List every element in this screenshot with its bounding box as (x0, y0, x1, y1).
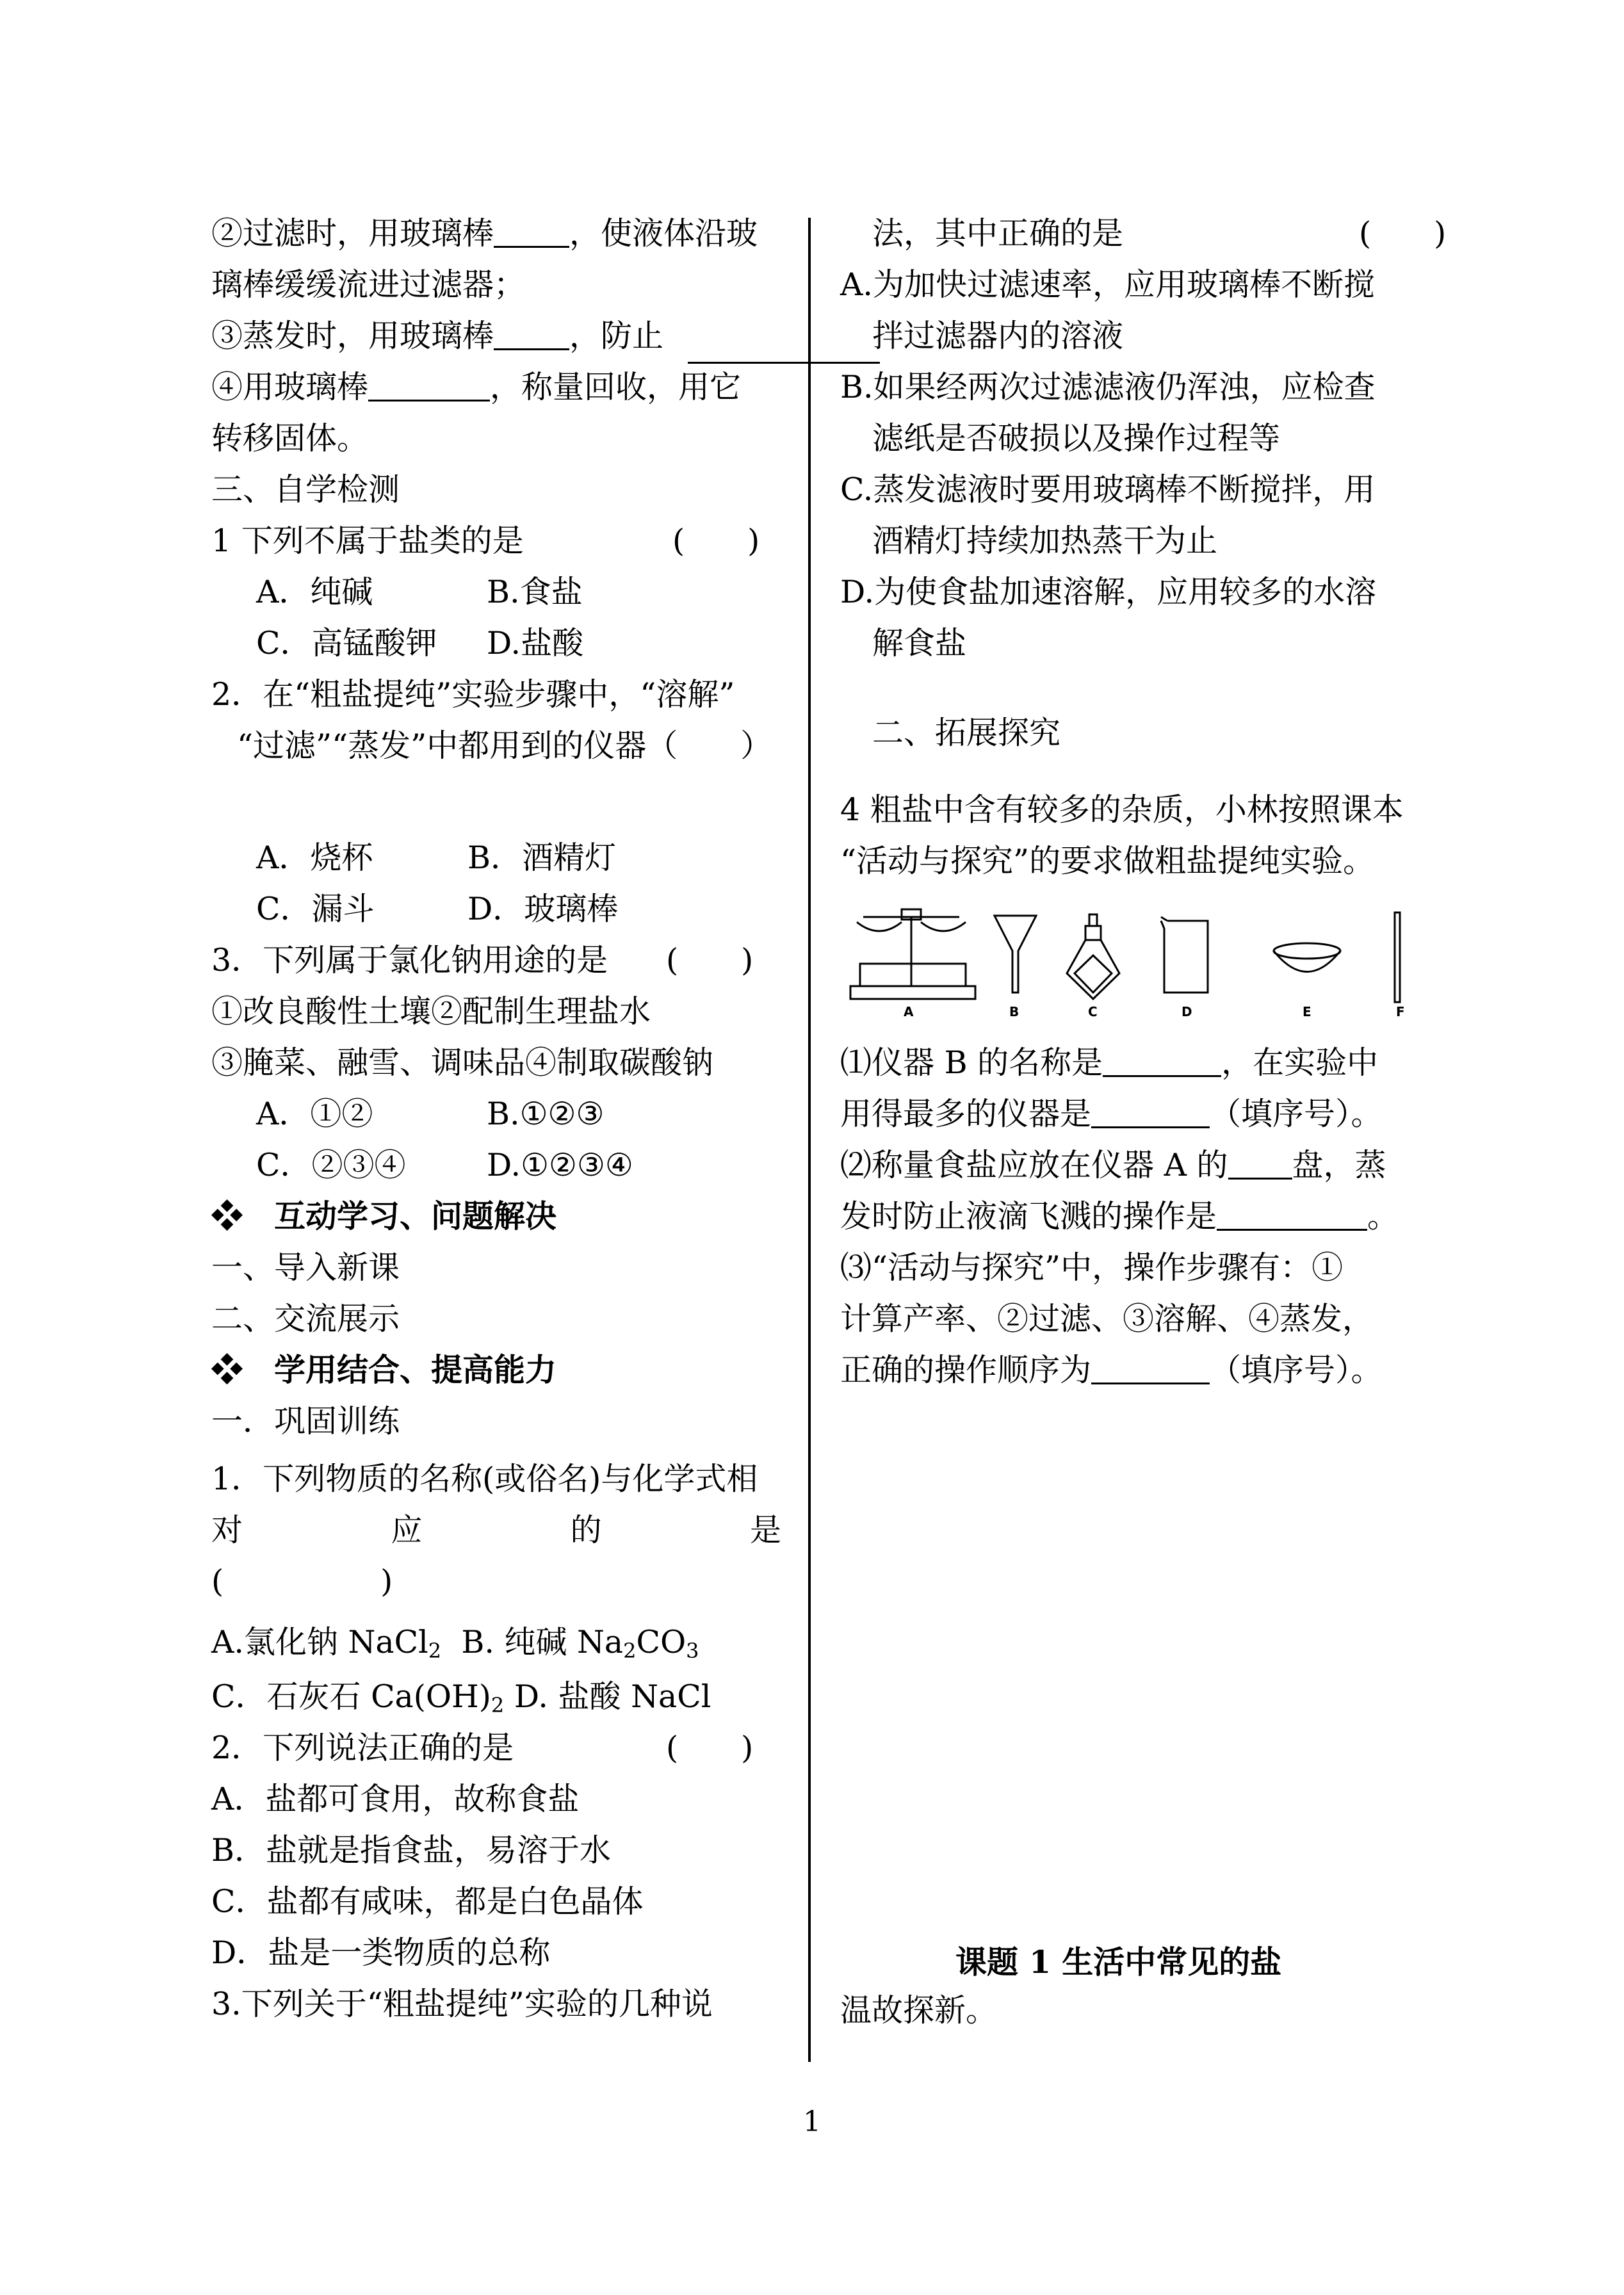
option: B.如果经两次过滤滤液仍浑浊，应检查 (840, 369, 1376, 405)
answer-line (688, 362, 880, 364)
option: A．①② (256, 1096, 373, 1132)
text-line: 温故探新。 (840, 1992, 998, 2029)
option: D．盐是一类物质的总称 (211, 1934, 551, 1971)
answer-paren: ( ) (666, 942, 754, 978)
option: A.为加快过滤速率，应用玻璃棒不断搅 (840, 266, 1375, 303)
option: B．酒精灯 (467, 839, 617, 876)
option: 酒精灯持续加热蒸干为止 (872, 523, 1218, 559)
option: A．纯碱 (256, 574, 373, 610)
evaporating-dish-icon (1274, 943, 1340, 972)
answer-blank (1217, 1201, 1367, 1231)
question: 1 下列不属于盐类的是 (211, 523, 524, 559)
figure-label-b: B (1009, 1004, 1019, 1019)
alcohol-lamp-icon (1067, 914, 1119, 999)
text-line: ②过滤时，用玻璃棒 ，使液体沿玻 (211, 215, 758, 252)
justified-line: 对 应 的 是 (211, 1512, 781, 1548)
question: 2．下列说法正确的是 (211, 1730, 514, 1766)
subquestion: 发时防止液滴飞溅的操作是 。 (840, 1198, 1399, 1235)
question: 3．下列属于氯化钠用途的是 (211, 942, 608, 978)
answer-blank (1228, 1149, 1292, 1180)
option: 拌过滤器内的溶液 (872, 318, 1124, 354)
subquestion: ⑴仪器 B 的名称是 ，在实验中 (840, 1044, 1379, 1081)
option-line: C．石灰石 $Ca(OH)_2$ D. 盐酸 NaCl (211, 1678, 711, 1717)
option: 解食盐 (872, 625, 967, 661)
option: D.①②③④ (487, 1147, 633, 1183)
question: 法，其中正确的是 (872, 215, 1124, 252)
option: D．玻璃棒 (467, 891, 619, 927)
answer-paren: ( ) (211, 1563, 393, 1600)
option: 滤纸是否破损以及操作过程等 (872, 420, 1281, 457)
subquestion: ⑵称量食盐应放在仪器 A 的 盘，蒸 (840, 1147, 1386, 1183)
figure-label-a: A (904, 1004, 914, 1019)
page-number: 1 (803, 2105, 821, 2138)
subquestion: 用得最多的仪器是 （填序号）。 (840, 1096, 1383, 1132)
section-heading: 二、交流展示 (211, 1301, 400, 1337)
option: A．烧杯 (256, 839, 373, 876)
question: 2．在“粗盐提纯”实验步骤中，“溶解” (211, 676, 735, 713)
lesson-title: 课题 1 生活中常见的盐 (955, 1943, 1282, 1981)
section-heading: 一、导入新课 (211, 1249, 400, 1286)
glass-rod-icon (1395, 912, 1400, 1002)
answer-paren: ( ) (666, 1730, 754, 1766)
text-line: ③腌菜、融雪、调味品④制取碳酸钠 (211, 1044, 714, 1081)
question: “过滤”“蒸发”中都用到的仪器（ ） (237, 727, 772, 764)
text-line: 璃棒缓缓流进过滤器； (211, 266, 526, 303)
text-line: 转移固体。 (211, 420, 369, 457)
section-heading: ❖ 互动学习、问题解决 (211, 1197, 557, 1235)
option: C．漏斗 (256, 891, 375, 927)
option: C.蒸发滤液时要用玻璃棒不断搅拌，用 (840, 471, 1376, 508)
apparatus-figure (844, 903, 1420, 1024)
option: B．盐就是指食盐，易溶于水 (211, 1832, 612, 1869)
figure-label-d: D (1181, 1004, 1192, 1019)
option: D.盐酸 (487, 625, 584, 661)
question: “活动与探究”的要求做粗盐提纯实验。 (840, 843, 1375, 879)
option: C．高锰酸钾 (256, 625, 437, 661)
question: 3.下列关于“粗盐提纯”实验的几种说 (211, 1986, 713, 2022)
question: 1．下列物质的名称(或俗名)与化学式相 (211, 1461, 758, 1497)
answer-paren: ( ) (1359, 215, 1447, 252)
section-heading: ❖ 学用结合、提高能力 (211, 1351, 557, 1388)
balance-icon (850, 909, 975, 999)
option-line: A.氯化钠 NaCl$_2$ B. 纯碱 $Na_2CO_3$ (211, 1624, 699, 1663)
option: B.①②③ (487, 1096, 605, 1132)
funnel-icon (995, 916, 1036, 993)
text-line: ①改良酸性土壤②配制生理盐水 (211, 993, 651, 1030)
subquestion: 正确的操作顺序为 （填序号）。 (840, 1352, 1383, 1388)
section-heading: 三、自学检测 (211, 471, 400, 508)
answer-blank (368, 371, 490, 401)
answer-blank (494, 320, 569, 350)
subquestion: 计算产率、②过滤、③溶解、④蒸发， (840, 1301, 1374, 1337)
option: C．②③④ (256, 1147, 406, 1183)
answer-blank (1091, 1354, 1210, 1384)
option: D.为使食盐加速溶解，应用较多的水溶 (840, 574, 1377, 610)
option: A．盐都可食用，故称食盐 (211, 1781, 580, 1817)
section-heading: 二、拓展探究 (872, 715, 1061, 751)
subquestion: ⑶“活动与探究”中，操作步骤有：① (840, 1249, 1344, 1286)
figure-label-c: C (1088, 1004, 1098, 1019)
text-line: ④用玻璃棒 ，称量回收，用它 (211, 369, 742, 405)
text-line: ③蒸发时，用玻璃棒 ，防止 (211, 318, 664, 354)
column-divider (808, 218, 811, 2062)
answer-paren: ( ) (672, 523, 760, 559)
figure-label-e: E (1303, 1004, 1311, 1019)
question: 4 粗盐中含有较多的杂质，小林按照课本 (840, 791, 1404, 828)
option: B.食盐 (487, 574, 583, 610)
beaker-icon (1161, 917, 1208, 993)
option: C．盐都有咸味，都是白色晶体 (211, 1883, 644, 1920)
section-heading: 一．巩固训练 (211, 1403, 400, 1439)
answer-blank (1091, 1098, 1210, 1128)
answer-blank (1103, 1047, 1221, 1077)
answer-blank (494, 218, 569, 248)
figure-label-f: F (1396, 1004, 1405, 1019)
